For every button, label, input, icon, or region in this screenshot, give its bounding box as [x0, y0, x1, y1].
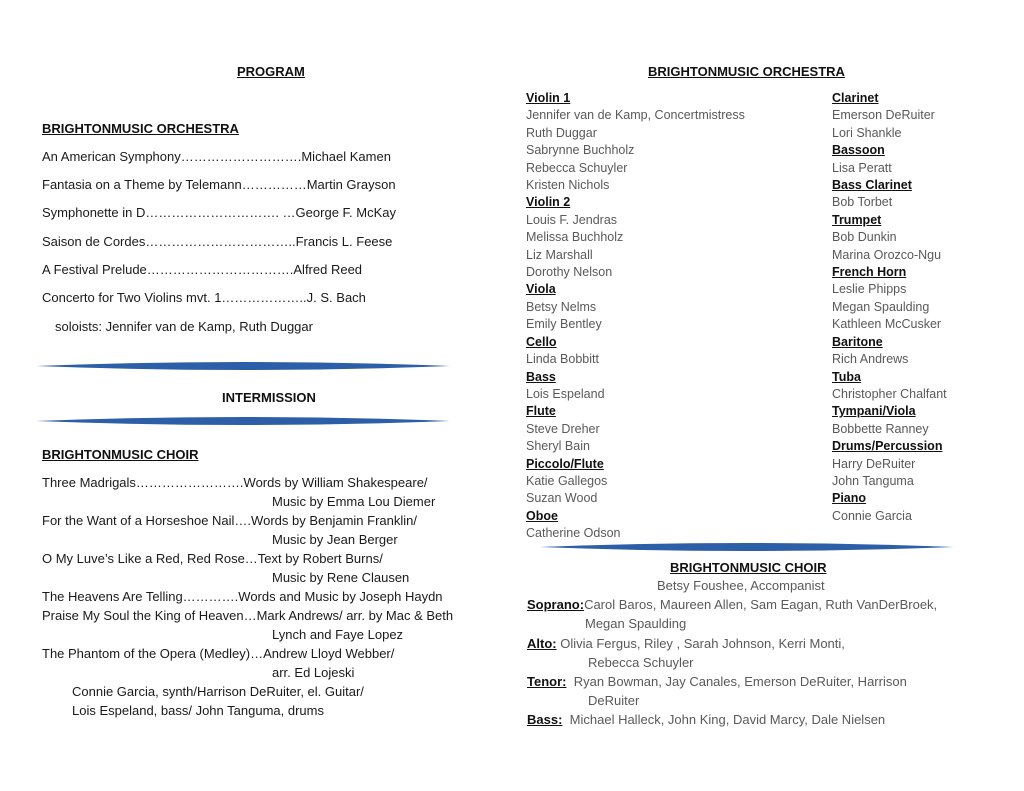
member: John Tanguma	[832, 473, 914, 488]
program-piece-6: Concerto for Two Violins mvt. 1………………..J. S. Bach	[42, 290, 366, 305]
section-baritone: Baritone	[832, 334, 883, 349]
section-violin-1: Violin 1	[526, 91, 571, 105]
member: Jennifer van de Kamp, Concertmistress	[526, 108, 745, 123]
tenor-label: Tenor:	[527, 674, 567, 689]
choir-piece-line-11: arr. Ed Lojeski	[272, 665, 355, 680]
member: Marina Orozco-Ngu	[832, 247, 942, 262]
member: Connie Garcia	[832, 508, 912, 523]
member: Bob Dunkin	[832, 230, 897, 245]
orchestra-right-column	[832, 90, 947, 525]
tenor-row-cont: DeRuiter	[588, 693, 640, 708]
section-oboe: Oboe	[526, 508, 558, 523]
program-piece-2: Fantasia on a Theme by Telemann……………Martin Grayson	[42, 177, 396, 192]
member: Lois Espeland	[526, 386, 605, 401]
soprano-row-cont: Megan Spaulding	[585, 616, 687, 631]
choir-piece-line-3: For the Want of a Horseshoe Nail….Words by Benjamin Franklin/	[42, 513, 417, 528]
choir-piece-line-4: Music by Jean Berger	[272, 532, 398, 547]
member: Sheryl Bain	[526, 439, 590, 454]
program-piece-4: Saison de Cordes……………………………..Francis L. Feese	[42, 234, 393, 249]
choir-piece-line-6: Music by Rene Clausen	[272, 570, 410, 585]
program-piece-1: An American Symphony……………………….Michael Kamen	[42, 149, 391, 164]
member: Betsy Nelms	[526, 299, 597, 314]
choir-piece-line-1: Three Madrigals…………………….Words by William Shakespeare/	[42, 475, 428, 490]
member: Louis F. Jendras	[526, 212, 618, 227]
member: Sabrynne Buchholz	[526, 143, 635, 158]
member: Rebecca Schuyler	[526, 160, 628, 175]
section-viola: Viola	[526, 282, 556, 297]
intermission-label: INTERMISSION	[222, 390, 316, 405]
member: Bobbette Ranney	[832, 421, 929, 436]
section-cello: Cello	[526, 334, 557, 349]
member: Liz Marshall	[526, 247, 593, 262]
soprano-label: Soprano:	[527, 597, 585, 612]
bass-row	[527, 712, 885, 727]
section-violin-2: Violin 2	[526, 195, 571, 210]
member: Christopher Chalfant	[832, 386, 947, 401]
alto-row	[527, 636, 845, 651]
divider-wave-top	[36, 360, 450, 372]
section-tuba: Tuba	[832, 369, 861, 384]
tenor-row	[527, 674, 907, 689]
member: Steve Dreher	[526, 421, 600, 436]
choir-piece-line-13: Lois Espeland, bass/ John Tanguma, drums	[72, 703, 324, 718]
choir-piece-line-12: Connie Garcia, synth/Harrison DeRuiter, el. Guitar/	[72, 684, 364, 699]
member: Emerson DeRuiter	[832, 108, 935, 123]
alto-label: Alto:	[527, 636, 557, 651]
member: Lori Shankle	[832, 125, 902, 140]
tenor-members: Ryan Bowman, Jay Canales, Emerson DeRuiter, Harrison	[573, 674, 907, 689]
member: Rich Andrews	[832, 352, 909, 367]
program-orchestra-heading: BRIGHTONMUSIC ORCHESTRA	[42, 121, 239, 136]
choir-piece-line-7: The Heavens Are Telling………….Words and Music by Joseph Haydn	[42, 589, 443, 604]
member: Linda Bobbitt	[526, 352, 599, 367]
divider-wave-bottom	[36, 415, 450, 427]
member: Leslie Phipps	[832, 282, 907, 297]
choir-piece-line-5: O My Luve’s Like a Red, Red Rose…Text by Robert Burns/	[42, 551, 383, 566]
member: Katie Gallegos	[526, 473, 608, 488]
member: Kathleen McCusker	[832, 317, 942, 332]
section-piccolo-flute: Piccolo/Flute	[526, 456, 604, 471]
alto-members: Olivia Fergus, Riley , Sarah Johnson, Kerri Monti,	[560, 636, 845, 651]
orchestra-title: BRIGHTONMUSIC ORCHESTRA	[648, 64, 845, 79]
member: Ruth Duggar	[526, 125, 597, 140]
section-tympani-viola: Tympani/Viola	[832, 404, 916, 419]
member: Harry DeRuiter	[832, 456, 916, 471]
section-french-horn: French Horn	[832, 265, 907, 280]
section-trumpet: Trumpet	[832, 212, 882, 227]
program-piece-5: A Festival Prelude…………………………….Alfred Reed	[42, 262, 363, 277]
section-drums-percussion: Drums/Percussion	[832, 439, 943, 454]
member: Melissa Buchholz	[526, 230, 624, 245]
choir-piece-line-9: Lynch and Faye Lopez	[272, 627, 404, 642]
orchestra-left-column	[526, 90, 745, 543]
section-piano: Piano	[832, 491, 867, 506]
member: Catherine Odson	[526, 526, 621, 541]
soprano-row	[527, 597, 937, 612]
section-clarinet: Clarinet	[832, 91, 879, 105]
program-piece-3: Symphonette in D…………………………. …George F. McKay	[42, 205, 396, 220]
choir-piece-line-8: Praise My Soul the King of Heaven…Mark Andrews/ arr. by Mac & Beth	[42, 608, 454, 623]
member: Dorothy Nelson	[526, 265, 613, 280]
program-title: PROGRAM	[237, 64, 305, 79]
choir-piece-line-2: Music by Emma Lou Diemer	[272, 494, 436, 509]
member: Bob Torbet	[832, 195, 893, 210]
member: Suzan Wood	[526, 491, 598, 506]
program-soloists: soloists: Jennifer van de Kamp, Ruth Duggar	[55, 319, 313, 334]
bass-members: Michael Halleck, John King, David Marcy, Dale Nielsen	[569, 712, 886, 727]
bass-label: Bass:	[527, 712, 563, 727]
member: Lisa Peratt	[832, 160, 892, 175]
member: Kristen Nichols	[526, 178, 610, 193]
program-choir-heading: BRIGHTONMUSIC CHOIR	[42, 447, 199, 462]
member: Megan Spaulding	[832, 299, 930, 314]
alto-row-cont: Rebecca Schuyler	[588, 655, 694, 670]
section-bass-clarinet: Bass Clarinet	[832, 178, 912, 193]
soprano-members: Carol Baros, Maureen Allen, Sam Eagan, Ruth VanDerBroek,	[584, 597, 938, 612]
member: Emily Bentley	[526, 317, 602, 332]
divider-wave-right	[540, 541, 954, 553]
section-bassoon: Bassoon	[832, 143, 885, 158]
choir-title: BRIGHTONMUSIC CHOIR	[670, 560, 827, 575]
section-bass: Bass	[526, 369, 556, 384]
section-flute: Flute	[526, 404, 556, 419]
choir-piece-line-10: The Phantom of the Opera (Medley)…Andrew Lloyd Webber/	[42, 646, 395, 661]
choir-accompanist: Betsy Foushee, Accompanist	[657, 578, 825, 593]
